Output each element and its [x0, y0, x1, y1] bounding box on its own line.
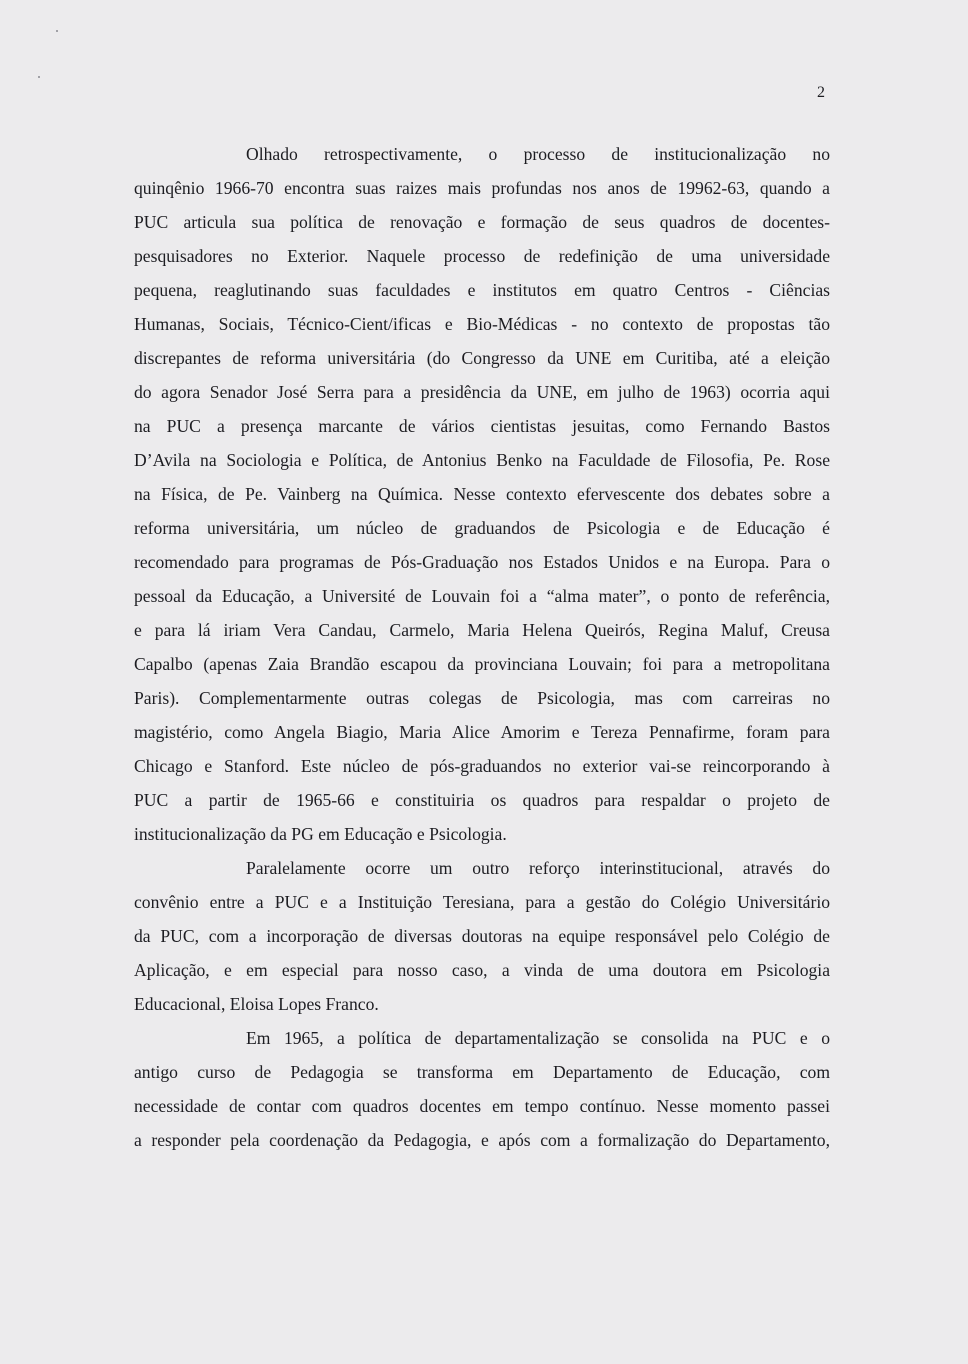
paragraph-1-line: institucionalização da PG em Educação e Psicologia.	[134, 824, 507, 844]
paragraph-1-line: discrepantes de reforma universitária (do Congresso da UNE em Curitiba, até a eleição	[134, 348, 830, 368]
paragraph-1-line: na PUC a presença marcante de vários cientistas jesuitas, como Fernando Bastos	[134, 416, 830, 436]
paragraph-3-line: Em 1965, a política de departamentalização se consolida na PUC e o	[246, 1028, 830, 1048]
paragraph-2-line: da PUC, com a incorporação de diversas doutoras na equipe responsável pelo Colégio de	[134, 926, 830, 946]
paragraph-1-line: Paris). Complementarmente outras colegas de Psicologia, mas com carreiras no	[134, 688, 830, 708]
page-number: 2	[817, 84, 825, 101]
paragraph-1-line: PUC articula sua política de renovação e formação de seus quadros de docentes-	[134, 212, 830, 232]
paragraph-2-line: Aplicação, e em especial para nosso caso, a vinda de uma doutora em Psicologia	[134, 960, 830, 980]
paragraph-2-line: Paralelamente ocorre um outro reforço interinstitucional, através do	[246, 858, 830, 878]
paragraph-1-line: na Física, de Pe. Vainberg na Química. Nesse contexto efervescente dos debates sobre a	[134, 484, 830, 504]
paragraph-1-line: recomendado para programas de Pós-Graduação nos Estados Unidos e na Europa. Para o	[134, 552, 830, 572]
paragraph-2-line: convênio entre a PUC e a Instituição Teresiana, para a gestão do Colégio Universitário	[134, 892, 830, 912]
paragraph-1-line: D’Avila na Sociologia e Política, de Antonius Benko na Faculdade de Filosofia, Pe. Rose	[134, 450, 830, 470]
paragraph-1-line: Capalbo (apenas Zaia Brandão escapou da provinciana Louvain; foi para a metropolitana	[134, 654, 830, 674]
paragraph-3-line: antigo curso de Pedagogia se transforma em Departamento de Educação, com	[134, 1062, 830, 1082]
paragraph-3-line: necessidade de contar com quadros docentes em tempo contínuo. Nesse momento passei	[134, 1096, 830, 1116]
paragraph-1-line: Humanas, Sociais, Técnico-Cient/ificas e Bio-Médicas - no contexto de propostas tão	[134, 314, 830, 334]
paragraph-1-line: pequena, reaglutinando suas faculdades e institutos em quatro Centros - Ciências	[134, 280, 830, 300]
paragraph-1-line: reforma universitária, um núcleo de graduandos de Psicologia e de Educação é	[134, 518, 830, 538]
paragraph-1-line: Olhado retrospectivamente, o processo de institucionalização no	[246, 144, 830, 164]
scan-speck	[56, 30, 58, 32]
paragraph-1-line: magistério, como Angela Biagio, Maria Alice Amorim e Tereza Pennafirme, foram para	[134, 722, 830, 742]
scan-speck	[38, 76, 40, 78]
paragraph-1-line: e para lá iriam Vera Candau, Carmelo, Maria Helena Queirós, Regina Maluf, Creusa	[134, 620, 830, 640]
paragraph-3-line: a responder pela coordenação da Pedagogia, e após com a formalização do Departamento,	[134, 1130, 830, 1150]
paragraph-1-line: pessoal da Educação, a Université de Louvain foi a “alma mater”, o ponto de referência,	[134, 586, 830, 606]
paragraph-1-line: Chicago e Stanford. Este núcleo de pós-graduandos no exterior vai-se reincorporando à	[134, 756, 830, 776]
paragraph-2-line: Educacional, Eloisa Lopes Franco.	[134, 994, 379, 1014]
paragraph-1-line: PUC a partir de 1965-66 e constituiria os quadros para respaldar o projeto de	[134, 790, 830, 810]
paragraph-1-line: pesquisadores no Exterior. Naquele processo de redefinição de uma universidade	[134, 246, 830, 266]
paragraph-1-line: quinqênio 1966-70 encontra suas raizes mais profundas nos anos de 19962-63, quando a	[134, 178, 830, 198]
paragraph-1-line: do agora Senador José Serra para a presidência da UNE, em julho de 1963) ocorria aqui	[134, 382, 830, 402]
